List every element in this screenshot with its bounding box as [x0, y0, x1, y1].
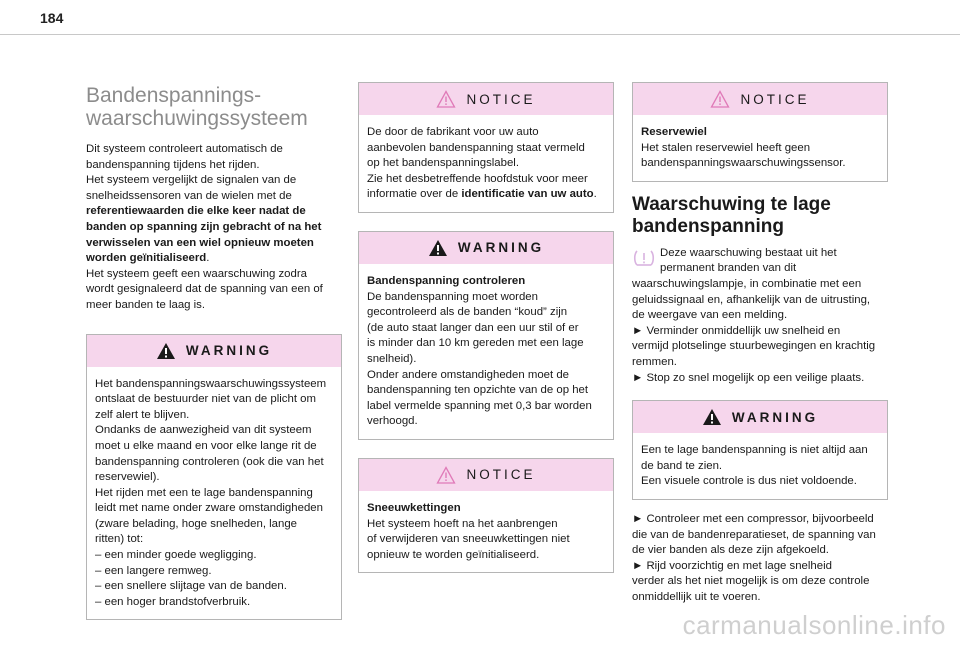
warning-label: WARNING [731, 409, 819, 425]
warning-triangle-icon [428, 239, 448, 257]
warning-body: Een te lage bandenspanning is niet altijd aan de band te zien. Een visuele controle is dus niet voldoende. [641, 444, 868, 488]
section-title: Bandenspannings- waarschuwingssysteem [86, 84, 308, 130]
warning-triangle-icon [156, 342, 176, 360]
page-number: 184 [40, 10, 64, 26]
tyre-pressure-warning-icon [632, 246, 660, 277]
notice-box-3 [632, 82, 888, 182]
notice-body: Reservewiel Het stalen reservewiel heeft geen bandenspanningswaarschuwingssensor. [641, 126, 846, 170]
warning-label: WARNING [185, 343, 273, 359]
notice-label: NOTICE [740, 91, 810, 107]
warning-header [359, 232, 613, 264]
warning-box [86, 334, 342, 621]
warning-body: Het bandenspanningswaarschuwingssysteem ontslaat de bestuurder niet van de plicht om zelf alert te blijven. Ondanks de aanwezigheid van dit systeem moet u elke maand en voor elke lange rit de bandenspanning controleren (ook die van het reservewiel). Het rijden met een te lage bandenspanning leidt met name onder zware omstandigheden (zware belading, hoge snelheden, lange ritten) tot: – een minder goede wegligging. – een langere remweg. – een snellere slijtage van de banden. – een hoger brandstofverbruik. [95, 377, 327, 608]
column-1 [86, 82, 342, 638]
column-3 [632, 82, 888, 605]
warning-lamp-intro: Deze waarschuwing bestaat uit het permanent branden van dit [632, 246, 888, 277]
warning-header [87, 335, 341, 367]
notice-triangle-icon [710, 90, 730, 108]
notice-box-1 [358, 82, 614, 213]
notice-label: NOTICE [466, 91, 536, 107]
notice-body: De door de fabrikant voor uw auto aanbevolen bandenspanning staat vermeld op het bandenspanningslabel. Zie het desbetreffende hoofdstuk voor meer informatie over de identificatie van uw auto. [367, 126, 597, 201]
notice-box-2 [358, 458, 614, 573]
notice-triangle-icon [436, 90, 456, 108]
warning-label: WARNING [457, 240, 545, 256]
notice-body: Sneeuwkettingen Het systeem hoeft na het aanbrengen of verwijderen van sneeuwkettingen niet opnieuw te worden geïnitialiseerd. [367, 501, 570, 561]
notice-label: NOTICE [466, 467, 536, 483]
notice-header [633, 83, 887, 115]
warning-header [633, 401, 887, 433]
header-rule [0, 34, 960, 35]
notice-triangle-icon [436, 466, 456, 484]
warning-box [358, 231, 614, 440]
warning-lamp-text: waarschuwingslampje, in combinatie met een geluidssignaal en, afhankelijk van de uitrusting, de weergave van een melding. ► Verminder onmiddellijk uw snelheid en vermijd plotselinge stuurbewegingen en krachtig remmen. ► Stop zo snel mogelijk op een veilige plaats. [632, 277, 876, 384]
warning-triangle-icon [702, 408, 722, 426]
intro-text: Dit systeem controleert automatisch de bandenspanning tijdens het rijden. Het systeem vergelijkt de signalen van de snelheidssensoren van de wielen met de referentiewaarden die elke keer nadat de banden op spanning zijn gebracht of na het verwisselen van een wiel opnieuw moeten worden geïnitialiseerd. Het systeem geeft een waarschuwing zodra wordt gesignaleerd dat de spanning van een of meer banden te laag is. [86, 143, 323, 311]
watermark: carmanualsonline.info [682, 610, 946, 640]
warning-body: Bandenspanning controleren De bandenspanning moet worden gecontroleerd als de banden “koud” zijn (de auto staat langer dan een uur stil of er is minder dan 10 km gereden met een lage snelheid). Onder andere omstandigheden moet de bandenspanning ten opzichte van de op het label vermelde spanning met 0,3 bar worden verhoogd. [367, 274, 592, 428]
action-text: ► Controleer met een compressor, bijvoorbeeld die van de bandenreparatieset, de spanning van de vier banden als deze zijn afgekoeld. ► Rijd voorzichtig en met lage snelheid verder als het niet mogelijk is om deze controle onmiddellijk uit te voeren. [632, 512, 876, 603]
section-title: Waarschuwing te lage bandenspanning [632, 193, 831, 237]
notice-header [359, 459, 613, 491]
column-2 [358, 82, 614, 591]
warning-box [632, 400, 888, 500]
notice-header [359, 83, 613, 115]
